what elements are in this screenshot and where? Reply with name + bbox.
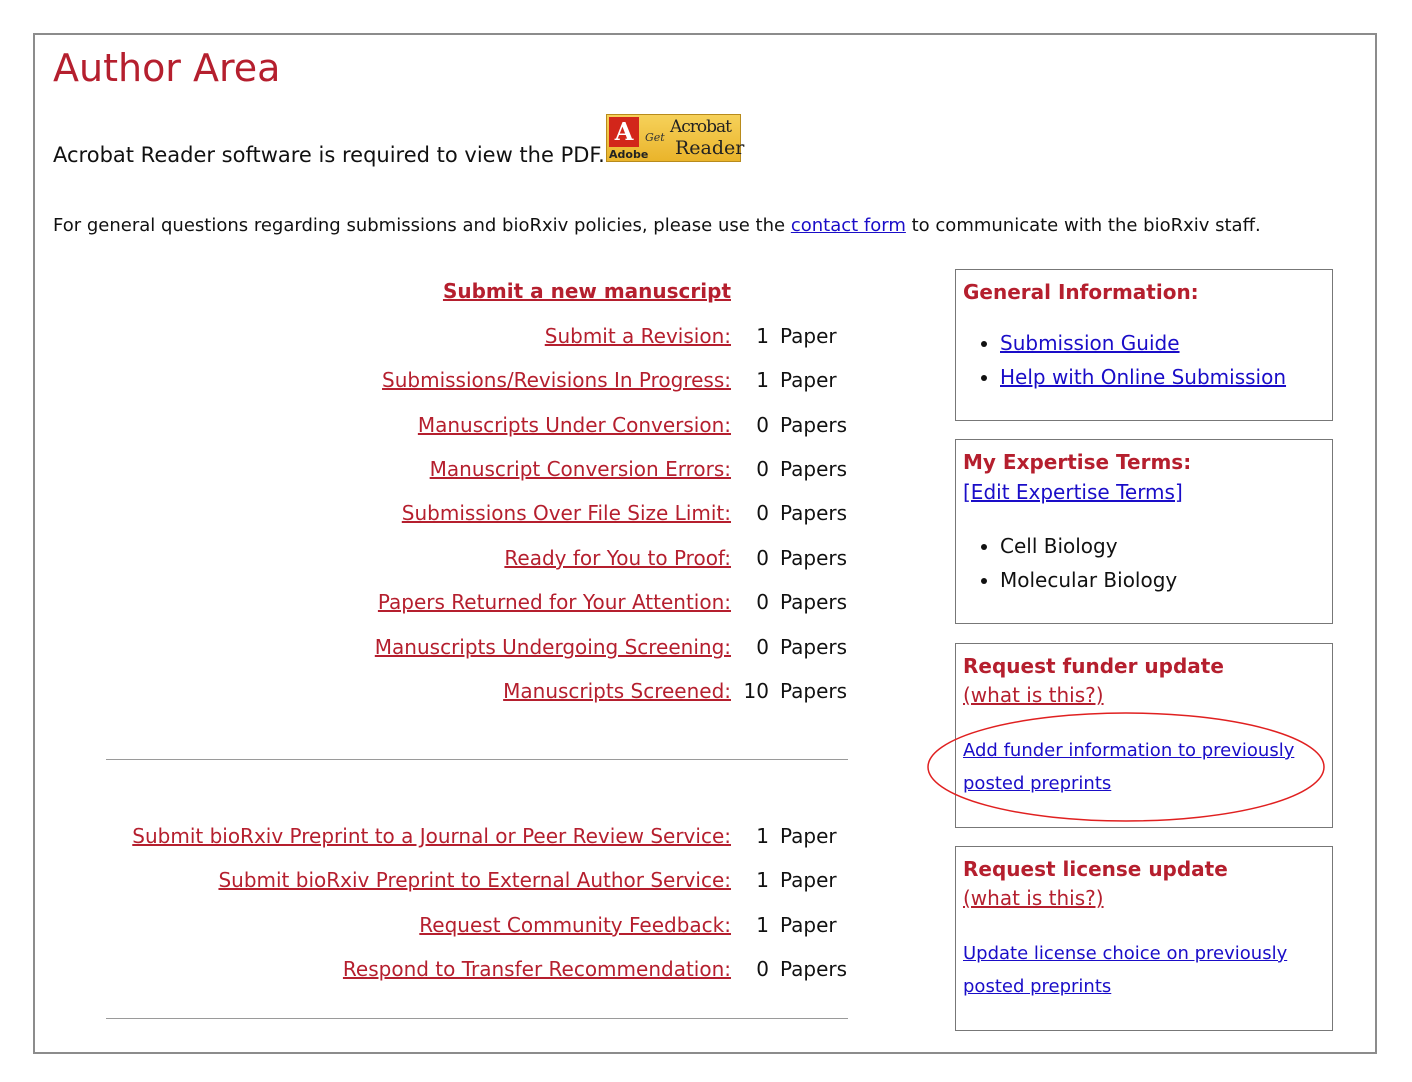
- status-row-link[interactable]: Submissions/Revisions In Progress:: [382, 368, 731, 392]
- status-row-link[interactable]: Manuscripts Under Conversion:: [417, 413, 731, 437]
- status-row-link[interactable]: Submit bioRxiv Preprint to a Journal or Peer Review Service:: [132, 824, 731, 848]
- status-row-link[interactable]: Submissions Over File Size Limit:: [401, 501, 731, 525]
- status-row-unit: Papers: [780, 501, 848, 525]
- status-row: [0, 590, 900, 620]
- status-row-link[interactable]: Submit bioRxiv Preprint to External Author Service:: [218, 868, 731, 892]
- get-acrobat-reader-badge[interactable]: [606, 114, 745, 162]
- status-row-unit: Paper: [780, 913, 837, 937]
- acrobat-notice: Acrobat Reader software is required to view the PDF.: [53, 143, 605, 167]
- status-row-link[interactable]: Papers Returned for Your Attention:: [377, 590, 731, 614]
- general-information-links: [978, 326, 1286, 394]
- status-row: [0, 324, 900, 354]
- help-online-submission-link[interactable]: Help with Online Submission: [1000, 365, 1287, 389]
- status-row: [0, 635, 900, 665]
- submit-new-manuscript-link[interactable]: Submit a new manuscript: [442, 279, 731, 303]
- divider: [106, 1018, 848, 1019]
- adobe-logo-icon: A: [609, 117, 639, 147]
- status-row-unit: Paper: [780, 324, 837, 348]
- status-row-link[interactable]: Ready for You to Proof:: [504, 546, 731, 570]
- request-license-update-box: [955, 846, 1333, 1031]
- badge-reader-text: Reader: [675, 137, 745, 159]
- status-row-link[interactable]: Manuscripts Screened:: [503, 679, 731, 703]
- list-item: [1000, 326, 1286, 360]
- status-row: [0, 824, 900, 854]
- list-item: [1000, 360, 1286, 394]
- status-row-unit: Paper: [780, 868, 837, 892]
- status-row-count: 1: [756, 868, 769, 892]
- list-item: • Molecular Biology: [1000, 563, 1177, 597]
- status-row: [0, 501, 900, 531]
- status-row: [0, 957, 900, 987]
- divider: [106, 759, 848, 760]
- status-row-count: 0: [756, 635, 769, 659]
- status-row-count: 0: [756, 413, 769, 437]
- status-row: [0, 868, 900, 898]
- status-row: [0, 413, 900, 443]
- expertise-terms-box: [955, 439, 1333, 624]
- status-row-unit: Papers: [780, 590, 848, 614]
- funder-what-is-this-link[interactable]: (what is this?): [963, 683, 1104, 707]
- status-row-count: 1: [756, 324, 769, 348]
- request-funder-update-heading: Request funder update: [963, 654, 1224, 678]
- status-row-count: 1: [756, 824, 769, 848]
- status-row-count: 0: [756, 957, 769, 981]
- status-row-count: 0: [756, 457, 769, 481]
- general-information-heading: General Information:: [963, 280, 1199, 304]
- badge-get-text: Get: [645, 131, 665, 144]
- status-row-unit: Papers: [780, 413, 848, 437]
- status-row-link[interactable]: Request Community Feedback:: [419, 913, 731, 937]
- list-item: • Cell Biology: [1000, 529, 1177, 563]
- status-row-count: 0: [756, 546, 769, 570]
- request-funder-update-box: [955, 643, 1333, 828]
- edit-expertise-terms-link[interactable]: [Edit Expertise Terms]: [963, 480, 1183, 504]
- status-row-count: 10: [743, 679, 769, 703]
- status-row-unit: Papers: [780, 546, 848, 570]
- contact-form-link[interactable]: contact form: [790, 215, 906, 236]
- adobe-wordmark: Adobe: [609, 148, 649, 161]
- status-row-link[interactable]: Submit a Revision:: [544, 324, 731, 348]
- page-title: Author Area: [53, 46, 281, 90]
- status-row-unit: Paper: [780, 368, 837, 392]
- submission-guide-link[interactable]: Submission Guide: [1000, 331, 1180, 355]
- general-questions-after: to communicate with the bioRxiv staff.: [905, 215, 1261, 236]
- request-license-update-heading: Request license update: [963, 857, 1228, 881]
- badge-acrobat-text: Acrobat: [670, 117, 732, 137]
- status-row-unit: Papers: [780, 635, 848, 659]
- status-row-link[interactable]: Manuscripts Undergoing Screening:: [374, 635, 731, 659]
- status-row: [0, 457, 900, 487]
- general-questions-text: [53, 215, 1261, 236]
- general-questions-before: For general questions regarding submissions and bioRxiv policies, please use the: [53, 215, 791, 236]
- status-row-link[interactable]: Respond to Transfer Recommendation:: [342, 957, 731, 981]
- status-row-count: 0: [756, 501, 769, 525]
- status-row-count: 0: [756, 590, 769, 614]
- status-row-unit: Papers: [780, 679, 848, 703]
- general-information-box: [955, 269, 1333, 421]
- expertise-terms-heading: My Expertise Terms:: [963, 450, 1192, 474]
- status-row-unit: Papers: [780, 457, 848, 481]
- status-row-unit: Paper: [780, 824, 837, 848]
- status-row: [0, 368, 900, 398]
- status-row: [0, 546, 900, 576]
- license-what-is-this-link[interactable]: (what is this?): [963, 886, 1104, 910]
- status-row-count: 1: [756, 368, 769, 392]
- expertise-terms-list: [978, 529, 1177, 597]
- add-funder-information-link[interactable]: Add funder information to previously posted preprints: [963, 740, 1295, 794]
- status-row: [0, 679, 900, 709]
- status-row-count: 1: [756, 913, 769, 937]
- status-row-link[interactable]: Manuscript Conversion Errors:: [429, 457, 731, 481]
- status-row: [0, 913, 900, 943]
- update-license-choice-link[interactable]: Update license choice on previously posted preprints: [963, 943, 1288, 997]
- status-row-unit: Papers: [780, 957, 848, 981]
